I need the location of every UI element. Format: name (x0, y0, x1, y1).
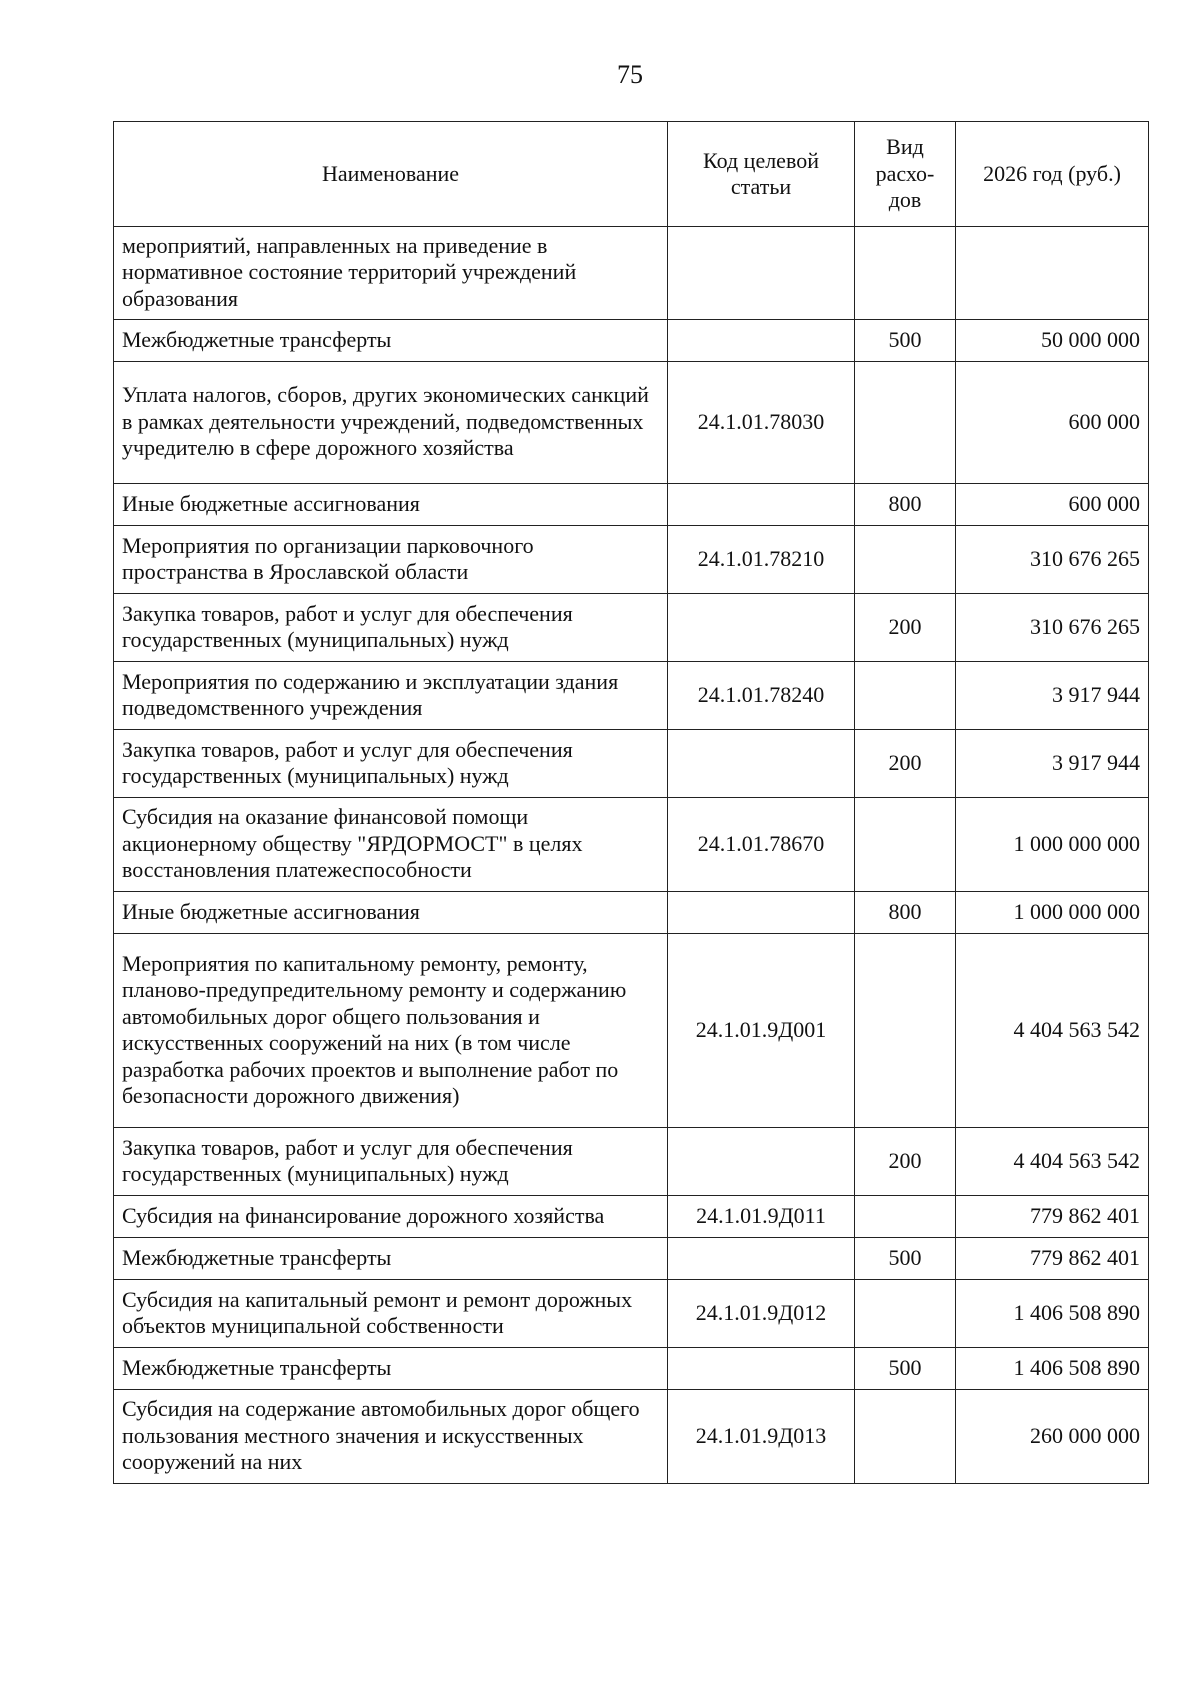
row-code-cell: 24.1.01.78670 (668, 798, 855, 892)
row-kind-cell (855, 1390, 956, 1484)
table-row (114, 1348, 1149, 1390)
row-code-cell: 24.1.01.78030 (668, 362, 855, 484)
row-kind-cell (855, 362, 956, 484)
table-row (114, 484, 1149, 526)
row-name-cell: Закупка товаров, работ и услуг для обеспечения государственных (муниципальных) нужд (114, 730, 668, 798)
row-code-cell (668, 892, 855, 934)
row-kind-cell: 500 (855, 320, 956, 362)
row-amount-cell: 310 676 265 (956, 526, 1149, 594)
row-amount-cell: 3 917 944 (956, 730, 1149, 798)
row-name-cell: Мероприятия по организации парковочного пространства в Ярославской области (114, 526, 668, 594)
table-row (114, 526, 1149, 594)
row-name-cell: Субсидия на содержание автомобильных дорог общего пользования местного значения и искусственных сооружений на них (114, 1390, 668, 1484)
row-amount-cell: 779 862 401 (956, 1238, 1149, 1280)
row-kind-cell: 200 (855, 730, 956, 798)
row-amount-cell: 1 000 000 000 (956, 798, 1149, 892)
table-row (114, 1128, 1149, 1196)
row-kind-cell (855, 526, 956, 594)
row-amount-cell: 1 406 508 890 (956, 1280, 1149, 1348)
row-name-cell: Иные бюджетные ассигнования (114, 892, 668, 934)
table-row (114, 1196, 1149, 1238)
table-row (114, 892, 1149, 934)
row-amount-cell: 600 000 (956, 362, 1149, 484)
row-name-cell: Иные бюджетные ассигнования (114, 484, 668, 526)
table-header-row (114, 122, 1149, 227)
row-amount-cell: 1 406 508 890 (956, 1348, 1149, 1390)
row-name-cell: Уплата налогов, сборов, других экономических санкций в рамках деятельности учреждений, подведомственных учредителю в сфере дорожного хозяйства (114, 362, 668, 484)
row-amount-cell: 4 404 563 542 (956, 1128, 1149, 1196)
budget-table (113, 121, 1149, 1484)
table-row (114, 934, 1149, 1128)
header-amount: 2026 год (руб.) (956, 122, 1149, 227)
row-kind-cell (855, 662, 956, 730)
row-name-cell: Межбюджетные трансферты (114, 1238, 668, 1280)
row-code-cell (668, 594, 855, 662)
row-name-cell: Мероприятия по содержанию и эксплуатации здания подведомственного учреждения (114, 662, 668, 730)
header-name: Наименование (114, 122, 668, 227)
row-amount-cell: 600 000 (956, 484, 1149, 526)
row-code-cell (668, 227, 855, 320)
row-kind-cell: 500 (855, 1348, 956, 1390)
row-kind-cell: 800 (855, 892, 956, 934)
table-row (114, 594, 1149, 662)
table-row (114, 1238, 1149, 1280)
row-code-cell: 24.1.01.78240 (668, 662, 855, 730)
header-kind: Вид расхо-дов (855, 122, 956, 227)
row-kind-cell: 200 (855, 594, 956, 662)
row-kind-cell (855, 1196, 956, 1238)
row-code-cell: 24.1.01.9Д011 (668, 1196, 855, 1238)
row-amount-cell (956, 227, 1149, 320)
row-amount-cell: 50 000 000 (956, 320, 1149, 362)
row-name-cell: Субсидия на оказание финансовой помощи акционерному обществу "ЯРДОРМОСТ" в целях восстановления платежеспособности (114, 798, 668, 892)
row-code-cell: 24.1.01.9Д012 (668, 1280, 855, 1348)
page-number: 75 (617, 60, 643, 89)
row-amount-cell: 3 917 944 (956, 662, 1149, 730)
row-name-cell: Межбюджетные трансферты (114, 1348, 668, 1390)
row-kind-cell: 500 (855, 1238, 956, 1280)
row-kind-cell: 200 (855, 1128, 956, 1196)
row-amount-cell: 1 000 000 000 (956, 892, 1149, 934)
row-code-cell (668, 1128, 855, 1196)
row-code-cell: 24.1.01.9Д013 (668, 1390, 855, 1484)
row-name-cell: Субсидия на финансирование дорожного хозяйства (114, 1196, 668, 1238)
table-row (114, 1280, 1149, 1348)
row-code-cell (668, 484, 855, 526)
row-kind-cell (855, 798, 956, 892)
row-code-cell (668, 730, 855, 798)
row-code-cell: 24.1.01.78210 (668, 526, 855, 594)
row-code-cell (668, 1238, 855, 1280)
row-kind-cell: 800 (855, 484, 956, 526)
row-code-cell (668, 1348, 855, 1390)
row-amount-cell: 779 862 401 (956, 1196, 1149, 1238)
row-name-cell: Мероприятия по капитальному ремонту, ремонту, планово-предупредительному ремонту и содержанию автомобильных дорог общего пользования и искусственных сооружений на них (в том числе разработка рабочих проектов и выполнение работ по безопасности дорожного движения) (114, 934, 668, 1128)
row-kind-cell (855, 1280, 956, 1348)
table-body (114, 227, 1149, 1484)
row-amount-cell: 260 000 000 (956, 1390, 1149, 1484)
row-amount-cell: 4 404 563 542 (956, 934, 1149, 1128)
table-row (114, 798, 1149, 892)
table-row (114, 730, 1149, 798)
row-name-cell: Закупка товаров, работ и услуг для обеспечения государственных (муниципальных) нужд (114, 1128, 668, 1196)
row-kind-cell (855, 227, 956, 320)
row-kind-cell (855, 934, 956, 1128)
row-name-cell: Межбюджетные трансферты (114, 320, 668, 362)
header-code: Код целевой статьи (668, 122, 855, 227)
row-name-cell: Субсидия на капитальный ремонт и ремонт дорожных объектов муниципальной собственности (114, 1280, 668, 1348)
row-name-cell: мероприятий, направленных на приведение в нормативное состояние территорий учреждений образования (114, 227, 668, 320)
row-amount-cell: 310 676 265 (956, 594, 1149, 662)
table-row (114, 662, 1149, 730)
table-row (114, 1390, 1149, 1484)
table-row (114, 362, 1149, 484)
table-row (114, 320, 1149, 362)
row-code-cell: 24.1.01.9Д001 (668, 934, 855, 1128)
row-code-cell (668, 320, 855, 362)
row-name-cell: Закупка товаров, работ и услуг для обеспечения государственных (муниципальных) нужд (114, 594, 668, 662)
table-row (114, 227, 1149, 320)
